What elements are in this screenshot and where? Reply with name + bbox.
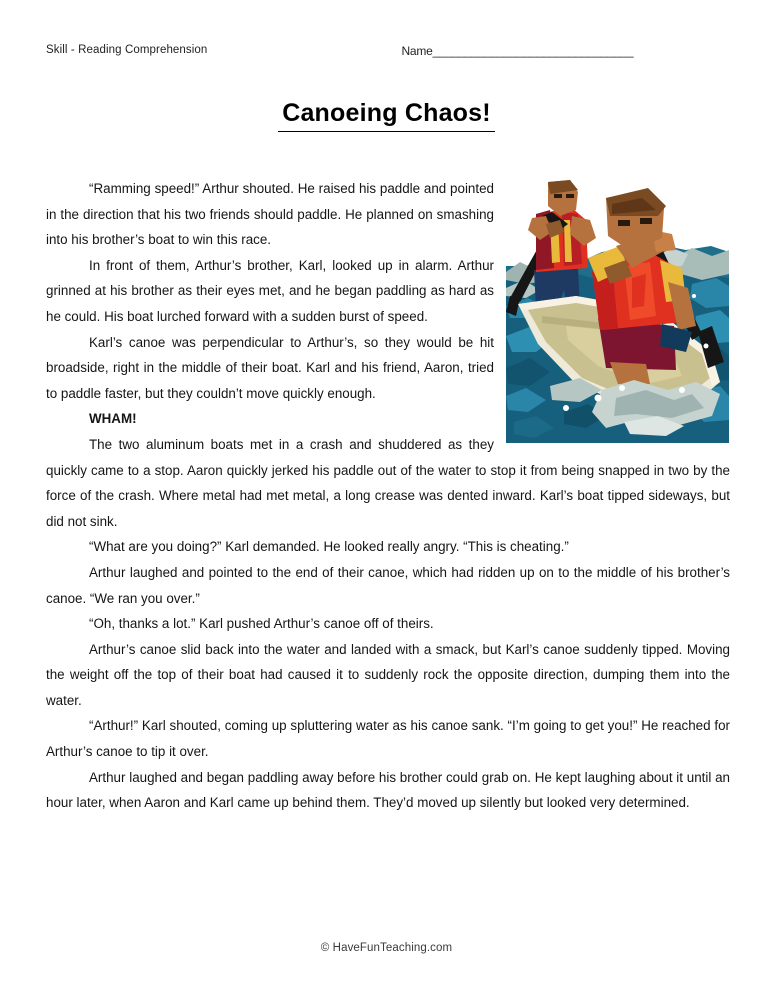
name-field[interactable]: Name_______________________________ [401, 44, 634, 58]
passage-paragraph-5: “What are you doing?” Karl demanded. He looked really angry. “This is cheating.” [89, 539, 569, 555]
passage-paragraph-2: In front of them, Arthur’s brother, Karl, looked up in alarm. Arthur grinned at his brother as their eyes met, and he began paddling as hard as he could. His boat lurched forward with a sudden burst of speed. [46, 257, 494, 324]
passage-paragraph-1: “Ramming speed!” Arthur shouted. He raised his paddle and pointed in the direction that his two friends should paddle. He planned on smashing into his brother’s boat to win this race. [46, 181, 494, 248]
passage-paragraph-10: Arthur laughed and began paddling away before his brother could grab on. He kept laughing about it until an hour later, when Aaron and Karl came up behind them. They’d moved up silently but looked very determined. [46, 769, 730, 811]
passage-paragraph-9: “Arthur!” Karl shouted, coming up spluttering water as his canoe sank. “I’m going to get you!” He reached for Arthur’s canoe to tip it over. [46, 718, 730, 760]
copyright-notice: © HaveFunTeaching.com [320, 942, 453, 954]
passage-body [46, 176, 730, 816]
passage-paragraph-4: The two aluminum boats met in a crash and shuddered as they quickly came to a stop. Aaron quickly jerked his paddle out of the water to stop it from being snapped in two by the force of the crash. Where metal had met metal, a long crease was dented inward. Karl’s boat tipped sideways, but did not sink. [46, 436, 730, 529]
passage-sound-effect: WHAM! [89, 411, 137, 427]
skill-label: Skill - Reading Comprehension [46, 44, 208, 56]
passage-paragraph-7: “Oh, thanks a lot.” Karl pushed Arthur’s canoe off of theirs. [89, 616, 434, 632]
page-title: Canoeing Chaos! [278, 99, 495, 132]
page-title-container [0, 99, 773, 132]
passage-paragraph-6: Arthur laughed and pointed to the end of their canoe, which had ridden up on to the middle of his brother’s canoe. “We ran you over.” [46, 564, 730, 606]
worksheet-footer [0, 938, 773, 956]
passage-paragraph-8: Arthur’s canoe slid back into the water and landed with a smack, but Karl’s canoe suddenly tipped. Moving the weight off the top of their boat had caused it to suddenly rock the opposite direction, dumping them into the water. [46, 641, 730, 708]
passage-paragraph-3: Karl’s canoe was perpendicular to Arthur’s, so they would be hit broadside, right in the middle of their boat. Karl and his friend, Aaron, tried to paddle faster, but they couldn’t move quickly enough. [46, 334, 494, 401]
illustration-text-wrap-shim [494, 176, 730, 456]
worksheet-header [46, 44, 727, 66]
